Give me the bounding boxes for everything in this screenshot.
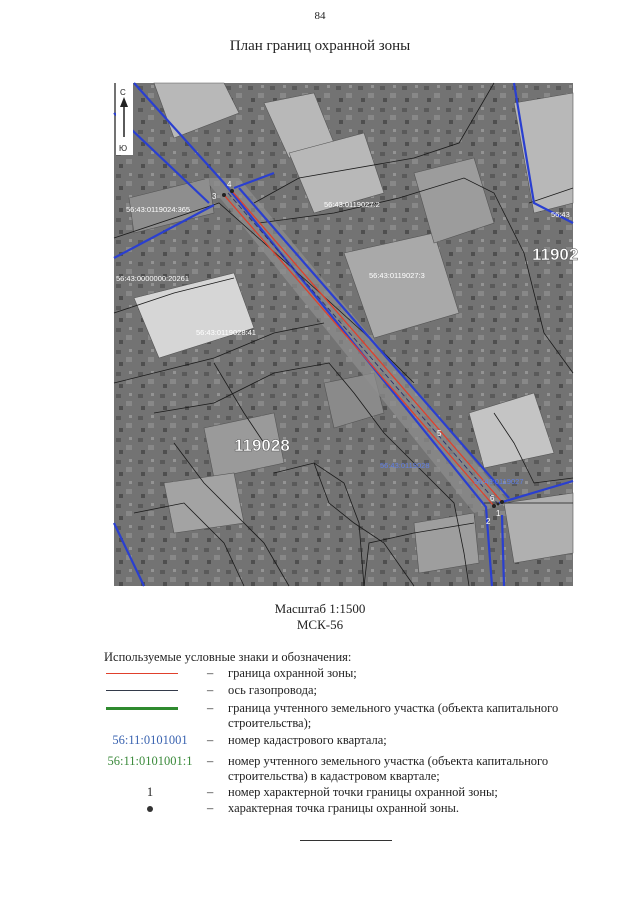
parcel-label: 56:43:0000000:20261 [116, 274, 189, 283]
legend-item: – граница охранной зоны; [104, 666, 584, 681]
red-line-icon [106, 673, 178, 674]
scale-text: Масштаб 1:1500 [274, 601, 366, 616]
green-line-icon [106, 707, 178, 710]
map-image [114, 83, 579, 586]
legend-symbol: 56:11:0101001:1 [107, 754, 193, 768]
legend-item: – ось газопровода; [104, 683, 584, 698]
dark-line-icon [106, 690, 178, 691]
compass-south-label: Ю [119, 144, 128, 153]
point-label: 1 [496, 509, 501, 518]
page-number: 84 [314, 10, 326, 22]
quarter-label: 119028 [234, 436, 290, 455]
coordinate-system: МСК-56 [296, 617, 344, 632]
point-label: 3 [212, 192, 217, 201]
point-label: 5 [437, 429, 442, 438]
point-dot-icon [104, 801, 196, 816]
legend-heading: Используемые условные знаки и обозначения: [104, 650, 352, 664]
quarter-label: 56:43:0119028 [380, 461, 430, 470]
quarter-label: 11902 [532, 245, 579, 264]
parcel-label: 56:43:0119024:365 [126, 205, 191, 214]
legend-item: – граница учтенного земельного участка (объекта капитального строительства); [104, 701, 584, 733]
point-label: 6 [490, 494, 495, 503]
quarter-label: 56:43:0119027 [474, 477, 524, 486]
parcel-label: 56:43:0119027:3 [369, 271, 425, 280]
legend-item: – характерная точка границы охранной зоны. [104, 801, 584, 816]
parcel-label: 56:43:0119028:41 [196, 328, 256, 337]
parcel-label: 56:43:0119027:2 [324, 200, 380, 209]
page-title: План границ охранной зоны [229, 38, 411, 54]
legend-item: 56:11:0101001 – номер кадастрового квартала; [104, 733, 584, 748]
footer-divider [300, 840, 392, 841]
compass [116, 83, 133, 155]
legend-item: 1 – номер характерной точки границы охранной зоны; [104, 785, 584, 800]
legend-symbol: 1 [146, 785, 154, 799]
parcel-label: 56:43 [551, 210, 570, 219]
legend-item: 56:11:0101001:1 – номер учтенного земельного участка (объекта капитального строительства) в кадастровом квартале; [104, 754, 584, 786]
point-label: 2 [486, 517, 491, 526]
compass-north-label: С [120, 88, 126, 97]
point-label: 4 [227, 180, 232, 189]
legend-symbol: 56:11:0101001 [112, 733, 188, 747]
scale-caption [0, 601, 640, 633]
